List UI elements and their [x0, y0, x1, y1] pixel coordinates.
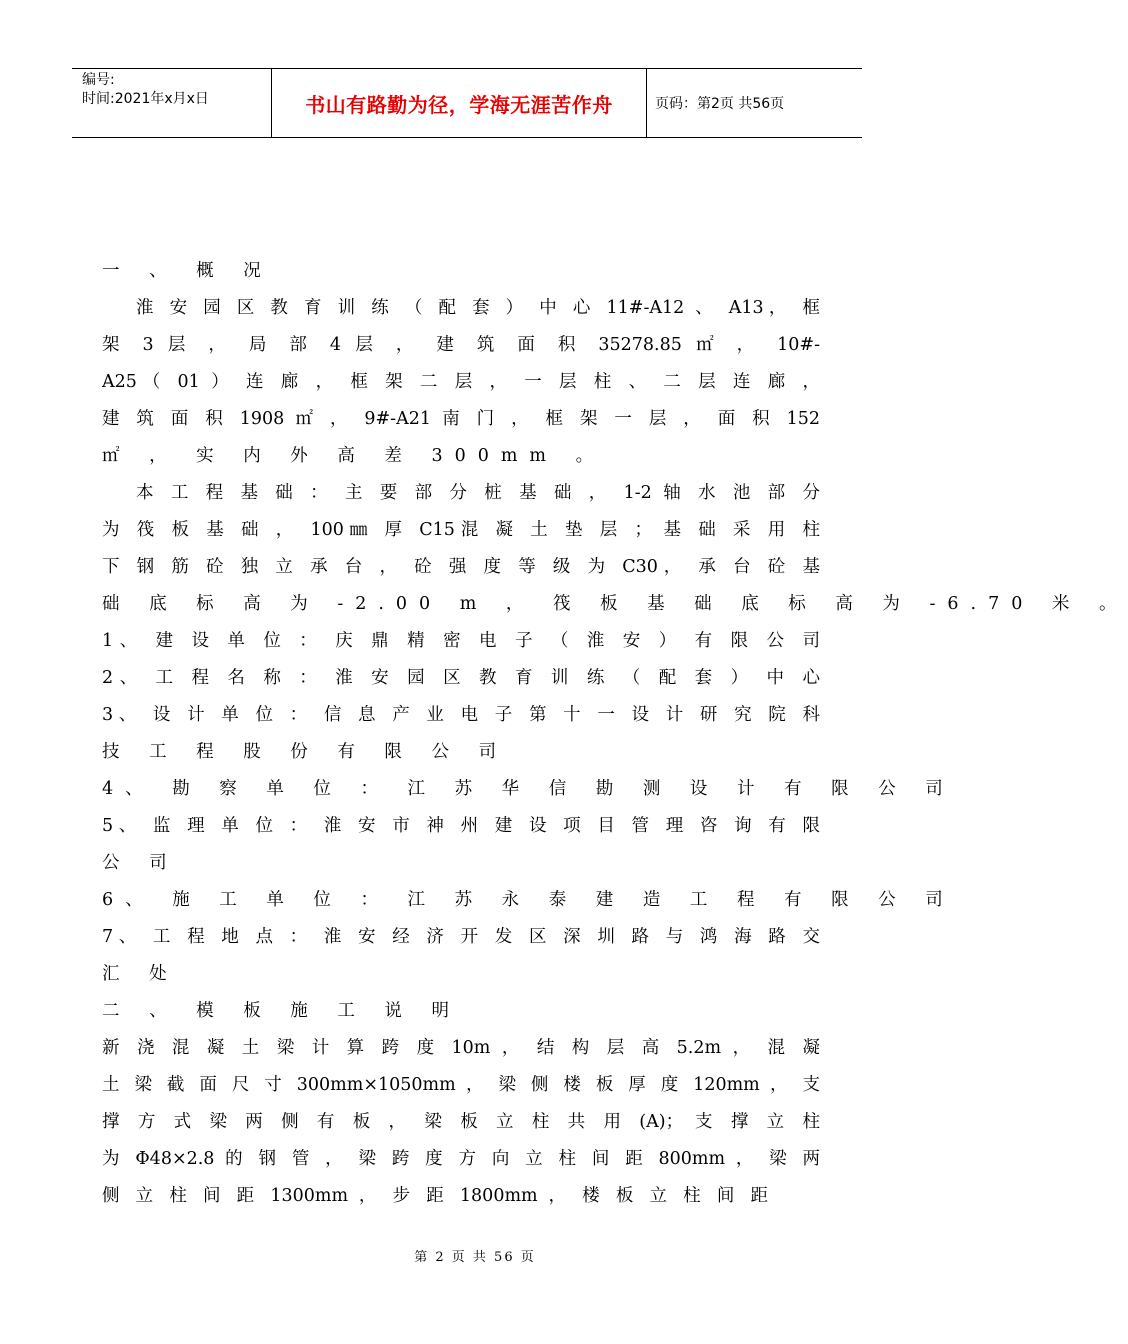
paragraph-line: 础 底 标 高 为 -2.00 m ， 筏 板 基 础 底 标 高 为 -6.70 米 。 [102, 594, 1128, 614]
paragraph-line: 土 梁 截 面 尺 寸 300mm×1050mm ， 梁 侧 楼 板 厚 度 120mm ， 支 [102, 1075, 820, 1095]
header-motto: 书山有路勤为径，学海无涯苦作舟 [272, 69, 647, 137]
list-item: 3、 设 计 单 位 ： 信 息 产 业 电 子 第 十 一 设 计 研 究 院 科 [102, 705, 820, 725]
paragraph-line: 架 3 层 ， 局 部 4 层 ， 建 筑 面 积 35278.85 ㎡ ， 10#- [102, 335, 820, 355]
list-item-continued: 技 工 程 股 份 有 限 公 司 [102, 742, 509, 762]
paragraph-line: 侧 立 柱 间 距 1300mm ， 步 距 1800mm ， 楼 板 立 柱 间 距 [102, 1186, 768, 1206]
paragraph-line: 本 工 程 基 础 ： 主 要 部 分 桩 基 础 ， 1-2 轴 水 池 部 分 [136, 483, 820, 503]
document-number-label: 编号: [82, 72, 115, 88]
header-meta [72, 69, 272, 137]
paragraph-line: A25（ 01 ） 连 廊 ， 框 架 二 层 ， 一 层 柱 、 二 层 连 廊 ， [102, 372, 820, 392]
list-item: 7、 工 程 地 点 ： 淮 安 经 济 开 发 区 深 圳 路 与 鸿 海 路 交 [102, 927, 820, 947]
paragraph-line: 为 筏 板 基 础 ， 100㎜ 厚 C15混 凝 土 垫 层 ； 基 础 采 用 柱 [102, 520, 820, 540]
paragraph-line: 建 筑 面 积 1908 ㎡ ， 9#-A21 南 门 ， 框 架 一 层 ， 面 积 152 [102, 409, 820, 429]
document-time: 时间:2021年x月x日 [82, 91, 209, 107]
page-header [72, 68, 862, 138]
paragraph-line: 下 钢 筋 砼 独 立 承 台 ， 砼 强 度 等 级 为 C30， 承 台 砼 基 [102, 557, 820, 577]
list-item: 2、 工 程 名 称 ： 淮 安 园 区 教 育 训 练 （ 配 套 ） 中 心 [102, 668, 820, 688]
list-item: 5、 监 理 单 位 ： 淮 安 市 神 州 建 设 项 目 管 理 咨 询 有 限 [102, 816, 820, 836]
list-item-continued: 汇 处 [102, 964, 179, 984]
paragraph-line: ㎡ ， 实 内 外 高 差 300mm 。 [102, 446, 606, 466]
paragraph-line: 新 浇 混 凝 土 梁 计 算 跨 度 10m ， 结 构 层 高 5.2m ， 混 凝 [102, 1038, 820, 1058]
list-item: 6、 施 工 单 位 ： 江 苏 永 泰 建 造 工 程 有 限 公 司 [102, 890, 955, 910]
list-item: 4、 勘 察 单 位 ： 江 苏 华 信 勘 测 设 计 有 限 公 司 [102, 779, 955, 799]
list-item: 1、 建 设 单 位 ： 庆 鼎 精 密 电 子 （ 淮 安 ） 有 限 公 司 [102, 631, 820, 651]
document-body [102, 253, 1128, 1215]
paragraph-line: 为 Φ48×2.8 的 钢 管 ， 梁 跨 度 方 向 立 柱 间 距 800mm ， 梁 两 [102, 1149, 820, 1169]
page-footer: 第 2 页 共 56 页 [414, 1250, 536, 1265]
list-item-continued: 公 司 [102, 853, 179, 873]
paragraph-line: 淮 安 园 区 教 育 训 练 （ 配 套 ） 中 心 11#-A12 、 A13， 框 [136, 298, 820, 318]
paragraph-line: 撑 方 式 梁 两 侧 有 板 ， 梁 板 立 柱 共 用 (A)； 支 撑 立 柱 [102, 1112, 820, 1132]
section-heading-overview: 一 、 概 况 [102, 261, 273, 281]
header-page-info: 页码：第2页 共56页 [655, 96, 785, 112]
section-heading-formwork: 二 、 模 板 施 工 说 明 [102, 1001, 461, 1021]
